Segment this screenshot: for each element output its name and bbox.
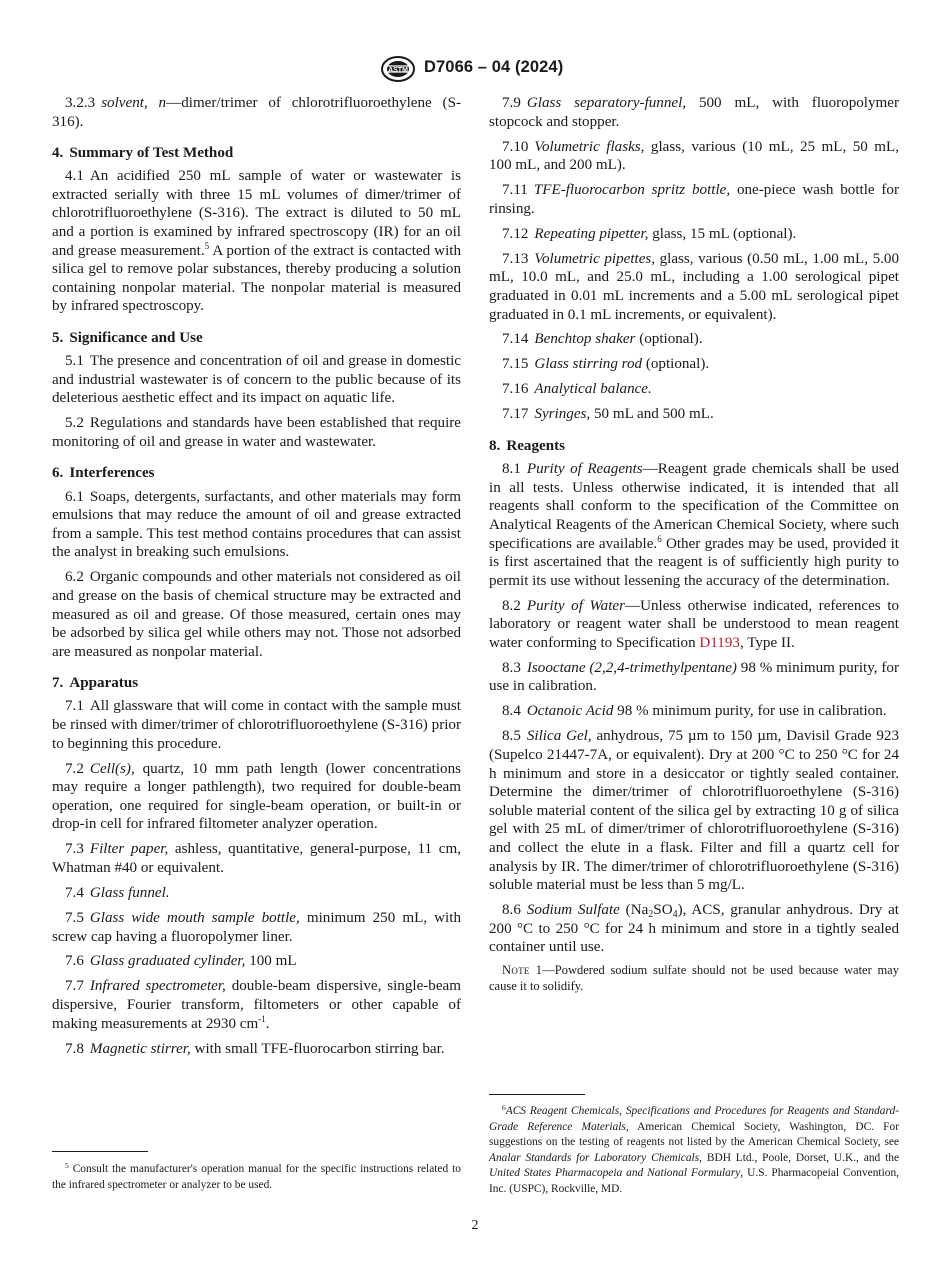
paragraph-7-11: 7.11 TFE-fluorocarbon spritz bottle, one-piece wash bottle for rinsing.	[489, 182, 900, 217]
paragraph-8-2: 8.2 Purity of Water—Unless otherwise indicated, references to laboratory or reagent water shall be understood to mean reagent water conforming to Specification D1193, Type II.	[489, 597, 899, 651]
footnote-6: $^6$ACS Reagent Chemicals, Specifications and Procedures for Reagents and Standard-Grade Reference Materials, American Chemical Society, Washington, DC. For suggestions on the testing of reagents not listed by the American Chemical Society, see Analar Standards for Laboratory Chemicals, BDH Ltd., Poole, Dorset, U.K., and the United States Pharmacopeia and National Formulary, U.S. Pharmacopeial Convention, Inc. (USPC), Rockville, MD.	[489, 1103, 900, 1195]
paragraph-7-8: 7.8 Magnetic stirrer, with small TFE-fluorocarbon stirring bar.	[65, 1040, 445, 1057]
paragraph-7-2: 7.2 Cell(s), quartz, 10 mm path length (lower concentrations may require a longer pathlength), two required for double-beam operation, one required for single-beam operation, or built-in or drop-in cell for infrared filtometer analyzer operation.	[52, 760, 461, 833]
paragraph-7-13: 7.13 Volumetric pipettes, glass, various (0.50 mL, 1.00 mL, 5.00 mL, 10.0 mL, and 25.0 mL, including a 1.00 serological pipet graduated in 0.01 mL increments and a 5.00 mL serological pipet graduated in 0.1 mL increments, or equivalent).	[489, 250, 899, 323]
paragraph-3-2-3: 3.2.3 solvent, n—dimer/trimer of chlorotrifluoroethylene (S-316).	[52, 95, 461, 130]
paragraph-5-1: 5.1 The presence and concentration of oil and grease in domestic and industrial wastewater is of concern to the public because of its deleterious aesthetic effect and its impact on aquatic life.	[52, 353, 461, 407]
standard-designation: D7066 – 04 (2024)	[424, 58, 564, 76]
paragraph-7-7: 7.7 Infrared spectrometer, double-beam dispersive, single-beam dispersive, Fourier transform, filtometers or other capable of making measurements at 2930 $cm^{-1}$.	[52, 978, 461, 1032]
footnote-divider-right	[489, 1094, 585, 1095]
paragraph-6-1: 6.1 Soaps, detergents, surfactants, and other materials may form emulsions that may reduce the amount of oil and grease extracted from a sample. This test method contains procedures that can assist the analyst in breaking such emulsions.	[52, 488, 461, 561]
footnote-5: $^5$ Consult the manufacturer's operation manual for the specific instructions related to the infrared spectrometer or analyzer to be used.	[52, 1161, 461, 1191]
svg-text:ASTM: ASTM	[388, 67, 408, 74]
footnote-ref-5[interactable]: 5	[204, 240, 210, 251]
paragraph-8-5: 8.5 Silica Gel, anhydrous, 75 µm to 150 µm, Davisil Grade 923 (Supelco 21447-7A, or equivalent). Dry at 200 °C to 250 °C for 24 h minimum and store in a desiccator or tightly sealed container. Determine the dimer/trimer of chlorotrifluoroethylene (S-316) soluble material content of the silica gel by extracting 10 g of silica gel with 25 mL of dimer/trimer of chlorotrifluoroethylene (S-316) and collect the elute in a flask. Filter and fill a quartz cell for analysis by IR. The dimer/trimer of chlorotrifluoroethylene (S-316) soluble material must be less than 5 mg/L.	[489, 728, 899, 894]
paragraph-7-1: 7.1 All glassware that will come in contact with the sample must be rinsed with dimer/trimer of chlorotrifluoroethylene (S-316) prior to beginning this procedure.	[52, 698, 461, 752]
paragraph-7-12: 7.12 Repeating pipetter, glass, 15 mL (optional).	[502, 225, 797, 242]
footnote-divider-left	[52, 1151, 148, 1152]
paragraph-4-1: 4.1 An acidified 250 mL sample of water or wastewater is extracted serially with three 15 mL volumes of dimer/trimer of chlorotrifluoroethylene (S-316). The extract is diluted to 50 mL and a portion is examined by infrared spectroscopy (IR) for an oil and grease measurement.$^5$ A portion of the extract is contacted with silica gel to remove polar substances, thereby producing a solution containing nonpolar material. The nonpolar material is measured by infrared spectroscopy.	[52, 168, 461, 315]
paragraph-7-6: 7.6 Glass graduated cylinder, 100 mL	[65, 953, 297, 970]
left-column	[52, 94, 461, 1065]
paragraph-7-4: 7.4 Glass funnel.	[65, 884, 170, 901]
right-column	[489, 94, 899, 1001]
d1193-link[interactable]: D1193	[699, 634, 740, 651]
section-5-heading: 5. Significance and Use	[52, 329, 203, 346]
paragraph-5-2: 5.2 Regulations and standards have been established that require monitoring of oil and grease in water and wastewater.	[52, 415, 461, 450]
section-8-heading: 8. Reagents	[489, 437, 566, 454]
footnote-ref-6[interactable]: 6	[657, 533, 662, 544]
page-header	[0, 56, 950, 82]
section-7-heading: 7. Apparatus	[52, 674, 139, 691]
paragraph-7-10: 7.10 Volumetric flasks, glass, various (10 mL, 25 mL, 50 mL, 100 mL, and 200 mL).	[489, 138, 900, 174]
page-number: 2	[471, 1218, 479, 1233]
section-4-heading: 4. Summary of Test Method	[52, 144, 234, 161]
paragraph-7-14: 7.14 Benchtop shaker (optional).	[502, 331, 703, 348]
paragraph-7-5: 7.5 Glass wide mouth sample bottle, minimum 250 mL, with screw cap having a fluoropolymer liner.	[52, 909, 461, 945]
paragraph-7-15: 7.15 Glass stirring rod (optional).	[502, 356, 710, 373]
paragraph-7-3: 7.3 Filter paper, ashless, quantitative, general-purpose, 11 cm, Whatman #40 or equivalent.	[52, 841, 461, 876]
note-1: Note 1—Powdered sodium sulfate should not be used because water may cause it to solidify.	[489, 963, 899, 993]
paragraph-8-6: 8.6 Sodium Sulfate $(Na_2SO_4)$, ACS, granular anhydrous. Dry at 200 °C to 250 °C for 24 h minimum and store in a tightly sealed container until use.	[489, 902, 899, 956]
paragraph-8-4: 8.4 Octanoic Acid 98 % minimum purity, for use in calibration.	[502, 703, 887, 720]
astm-logo-icon	[380, 56, 416, 82]
paragraph-6-2: 6.2 Organic compounds and other materials not considered as oil and grease on the basis of chemical structure may be extracted and measured as oil and grease. Of those measured, certain ones may be adsorbed by silica gel while others may not. Those not adsorbed are measured as nonpolar material.	[52, 569, 461, 660]
paragraph-7-9: 7.9 Glass separatory-funnel, 500 mL, with fluoropolymer stopcock and stopper.	[489, 95, 899, 130]
paragraph-8-1: 8.1 Purity of Reagents—Reagent grade chemicals shall be used in all tests. Unless otherwise indicated, it is intended that all reagents shall conform to the specification of the Committee on Analytical Reagents of the American Chemical Society, where such specifications are available.$^6$ Other grades may be used, provided it is first ascertained that the reagent is of sufficiently high purity to permit its use without lessening the accuracy of the determination.	[489, 461, 900, 589]
paragraph-7-16: 7.16 Analytical balance.	[502, 381, 652, 398]
paragraph-7-17: 7.17 Syringes, 50 mL and 500 mL.	[502, 406, 714, 423]
paragraph-8-3: 8.3 Isooctane (2,2,4-trimethylpentane) 98 % minimum purity, for use in calibration.	[489, 659, 900, 695]
section-6-heading: 6. Interferences	[52, 464, 155, 481]
